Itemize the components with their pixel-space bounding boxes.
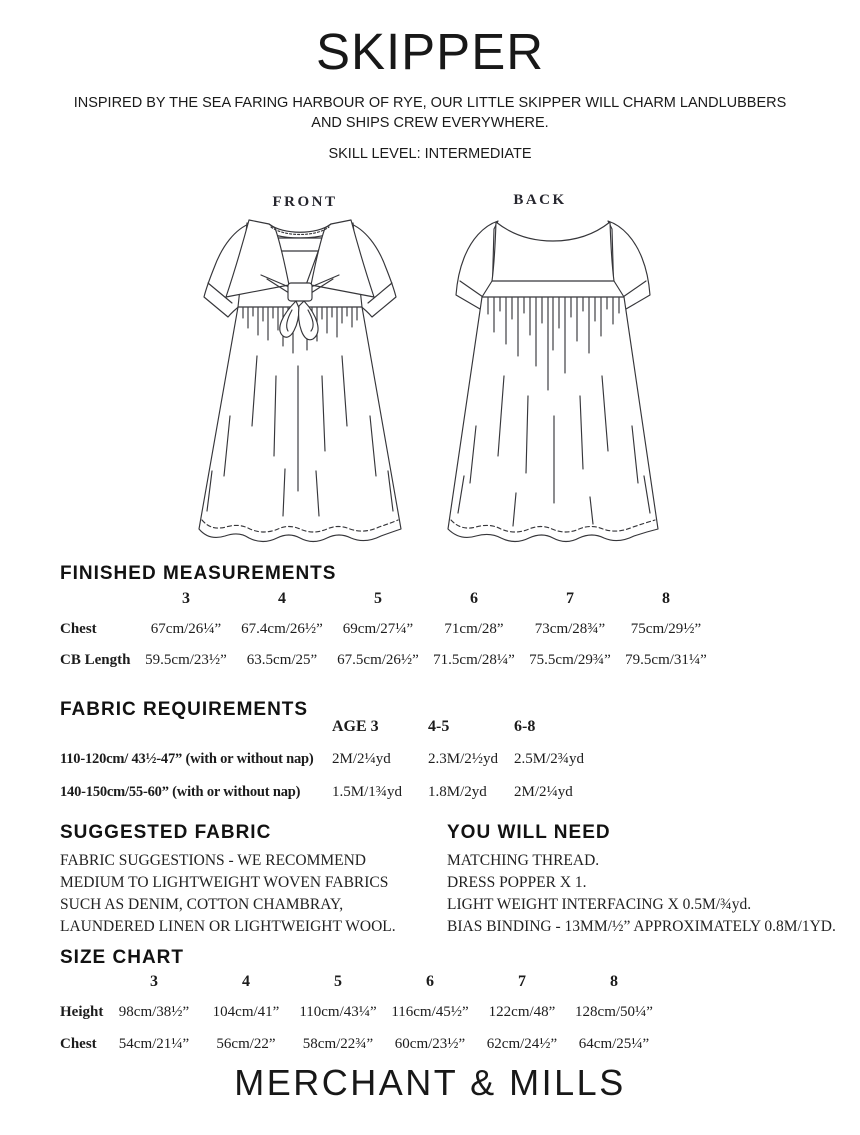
text-line: MEDIUM TO LIGHTWEIGHT WOVEN FABRICS — [60, 874, 389, 891]
cell: 67.5cm/26½” — [337, 652, 419, 668]
age-col: 4-5 — [428, 718, 450, 735]
spacer — [60, 718, 332, 736]
row-label: CB Length — [60, 652, 131, 668]
size-col: 3 — [182, 590, 190, 607]
fabric-requirements-header-row — [60, 718, 664, 736]
suggested-fabric-heading: SUGGESTED FABRIC — [60, 822, 272, 843]
cell: 1.5M/1¾yd — [332, 784, 403, 800]
size-col: 4 — [278, 590, 286, 607]
back-view-label: BACK — [513, 192, 567, 208]
fabric-requirements-heading: FABRIC REQUIREMENTS — [60, 699, 309, 720]
text-line: LAUNDERED LINEN OR LIGHTWEIGHT WOOL. — [60, 918, 396, 935]
cell: 75.5cm/29¾” — [529, 652, 611, 668]
text-line: FABRIC SUGGESTIONS - WE RECOMMEND — [60, 852, 367, 869]
spacer — [60, 590, 138, 608]
back-dress-illustration — [438, 211, 668, 556]
size-col: 4 — [242, 973, 250, 990]
cell: 116cm/45½” — [391, 1004, 469, 1020]
size-chart-size-row — [60, 973, 660, 991]
cell: 128cm/50¼” — [575, 1004, 653, 1020]
text-line: LIGHT WEIGHT INTERFACING X 0.5M/¾yd. — [447, 896, 752, 913]
age-col: AGE 3 — [332, 718, 379, 735]
size-col: 6 — [426, 973, 434, 990]
cell: 63.5cm/25” — [246, 652, 318, 668]
cell: 2.5M/2¾yd — [514, 751, 585, 767]
subtitle-line-1: INSPIRED BY THE SEA FARING HARBOUR OF RYE, OUR LITTLE SKIPPER WILL CHARM LANDLUBBERS — [73, 95, 787, 111]
subtitle — [0, 93, 860, 133]
finished-measurements-heading: FINISHED MEASUREMENTS — [60, 563, 337, 584]
age-col: 6-8 — [514, 718, 536, 735]
cell: 54cm/21¼” — [118, 1036, 190, 1052]
cell: 71cm/28” — [444, 621, 504, 637]
cell: 71.5cm/28¼” — [433, 652, 515, 668]
cell: 1.8M/2yd — [428, 784, 487, 800]
cell: 59.5cm/23½” — [145, 652, 227, 668]
you-will-need-heading: YOU WILL NEED — [447, 822, 611, 843]
spacer — [60, 973, 108, 991]
size-col: 8 — [610, 973, 618, 990]
cell: 64cm/25¼” — [578, 1036, 650, 1052]
row-label: 110-120cm/ 43½-47” (with or without nap) — [60, 751, 314, 767]
row-label: 140-150cm/55-60” (with or without nap) — [60, 784, 301, 800]
cell: 56cm/22” — [216, 1036, 276, 1052]
brand-logotype: MERCHANT & MILLS — [234, 1062, 626, 1103]
size-col: 5 — [374, 590, 382, 607]
text-line: SUCH AS DENIM, COTTON CHAMBRAY, — [60, 896, 344, 913]
cell: 110cm/43¼” — [299, 1004, 377, 1020]
front-view-label: FRONT — [272, 194, 338, 210]
cell: 60cm/23½” — [394, 1036, 466, 1052]
size-col: 8 — [662, 590, 670, 607]
finished-measurements-size-row — [60, 590, 714, 608]
size-col: 7 — [566, 590, 574, 607]
size-col: 5 — [334, 973, 342, 990]
cell: 62cm/24½” — [486, 1036, 558, 1052]
subtitle-line-2: AND SHIPS CREW EVERYWHERE. — [311, 115, 549, 131]
cell: 67cm/26¼” — [150, 621, 222, 637]
table-row — [60, 652, 714, 669]
cell: 73cm/28¾” — [534, 621, 606, 637]
cell: 2M/2¼yd — [514, 784, 573, 800]
text-line: BIAS BINDING - 13MM/½” APPROXIMATELY 0.8M/1YD. — [447, 918, 836, 935]
size-col: 6 — [470, 590, 478, 607]
cell: 2M/2¼yd — [332, 751, 391, 767]
table-row — [60, 621, 714, 638]
table-row — [60, 1036, 660, 1053]
table-row — [60, 751, 664, 768]
cell: 122cm/48” — [488, 1004, 556, 1020]
size-chart-heading: SIZE CHART — [60, 947, 184, 968]
suggested-fabric-text — [60, 850, 450, 938]
you-will-need-text — [447, 850, 847, 938]
row-label: Height — [60, 1004, 104, 1020]
page-title: SKIPPER — [315, 23, 545, 80]
size-col: 3 — [150, 973, 158, 990]
size-col: 7 — [518, 973, 526, 990]
row-label: Chest — [60, 1036, 97, 1052]
cell: 98cm/38½” — [118, 1004, 190, 1020]
front-dress-illustration — [185, 211, 415, 556]
text-line: MATCHING THREAD. — [447, 852, 600, 869]
row-label: Chest — [60, 621, 97, 637]
skill-level: SKILL LEVEL: INTERMEDIATE — [328, 146, 532, 162]
cell: 58cm/22¾” — [302, 1036, 374, 1052]
cell: 67.4cm/26½” — [241, 621, 323, 637]
table-row — [60, 784, 664, 801]
cell: 69cm/27¼” — [342, 621, 414, 637]
cell: 79.5cm/31¼” — [625, 652, 707, 668]
cell: 75cm/29½” — [630, 621, 702, 637]
cell: 104cm/41” — [212, 1004, 280, 1020]
text-line: DRESS POPPER X 1. — [447, 874, 587, 891]
table-row — [60, 1004, 660, 1021]
cell: 2.3M/2½yd — [428, 751, 499, 767]
